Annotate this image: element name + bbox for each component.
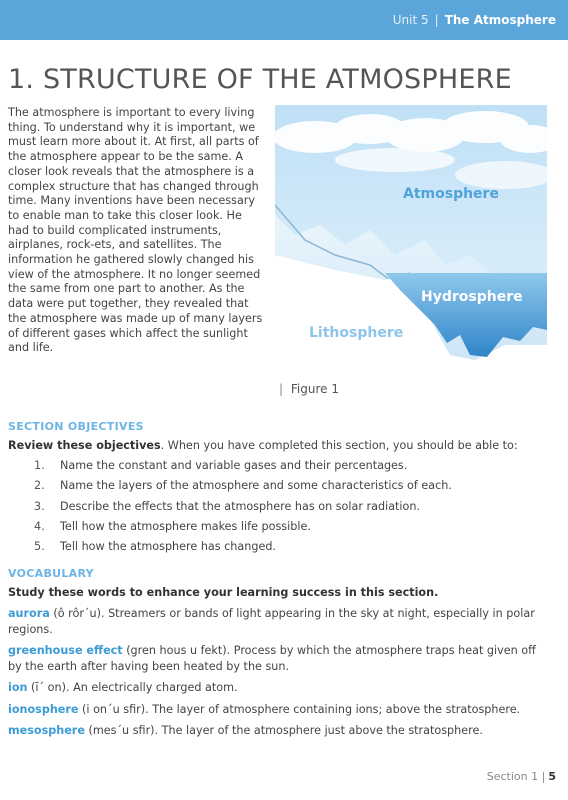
vocab-definition: (gren hous u fekt). Process by which the atmosphere traps heat given off by the earth after having been heated by the sun.	[8, 644, 536, 673]
header-separator: |	[434, 13, 439, 27]
objective-number: 2.	[34, 479, 45, 493]
vocab-term: ionosphere	[8, 702, 79, 716]
objective-text: Name the layers of the atmosphere and some characteristics of each.	[60, 479, 452, 493]
atmosphere-figure	[275, 105, 547, 373]
page-title: 1. STRUCTURE OF THE ATMOSPHERE	[8, 64, 512, 95]
intro-paragraph: The atmosphere is important to every living thing. To understand why it is important, we must learn more about it. At first, all parts of the atmosphere appear to be the same. A closer look reveals that the atmosphere is a complex structure that has changed through time. Many inventions have been necessary to enable man to take this closer look. He had to build complicated instruments, airplanes, rock-ets, and satellites. The information he gathered slowly changed his view of the atmosphere. It no longer seemed the same from one part to another. As the data were put together, they revealed that the atmosphere was made up of many layers of different gases which affect the sunlight and life.	[8, 106, 263, 355]
unit-topic: The Atmosphere	[444, 13, 556, 27]
vocab-term: greenhouse effect	[8, 644, 123, 657]
objectives-heading: SECTION OBJECTIVES	[8, 420, 144, 433]
objectives-lead	[8, 439, 518, 452]
objective-text: Name the constant and variable gases and their percentages.	[60, 459, 408, 472]
footer-section: Section 1	[486, 770, 539, 783]
objectives-list	[34, 459, 452, 560]
vocab-entry	[8, 680, 538, 696]
objective-item	[34, 479, 452, 499]
figure-label-hydrosphere: Hydrosphere	[421, 289, 523, 305]
vocab-term: mesosphere	[8, 724, 85, 737]
vocab-entry	[8, 606, 538, 637]
objectives-lead-bold: Review these objectives	[8, 439, 161, 452]
vocab-entry	[8, 643, 538, 674]
vocab-entry	[8, 723, 538, 739]
objective-number: 3.	[34, 499, 45, 513]
figure-caption	[279, 382, 339, 396]
objective-item	[34, 500, 452, 520]
objective-text: Describe the effects that the atmosphere has on solar radiation.	[60, 499, 421, 513]
objective-item	[34, 520, 452, 540]
unit-header-bar	[0, 0, 568, 40]
vocab-definition: (i on´u sfir). The layer of atmosphere containing ions; above the stratosphere.	[78, 702, 521, 716]
vocab-entry	[8, 702, 538, 718]
objective-number: 5.	[34, 540, 45, 554]
vocab-definition: (mes´u sfir). The layer of the atmosphere just above the stratosphere.	[84, 724, 483, 737]
vocab-definition: (ī´ on). An electrically charged atom.	[27, 681, 238, 694]
vocab-definition: (ô rôr´u). Streamers or bands of light appearing in the sky at night, especially in polar regions.	[8, 607, 535, 636]
objective-number: 4.	[34, 519, 45, 533]
vocabulary-list	[8, 606, 538, 745]
objectives-lead-rest: . When you have completed this section, you should be able to:	[160, 439, 518, 452]
vocab-term: aurora	[8, 607, 50, 620]
footer-separator: |	[541, 770, 546, 783]
caption-bar: |	[279, 382, 284, 396]
caption-text: Figure 1	[290, 382, 339, 396]
page-footer	[487, 770, 556, 783]
objective-item	[34, 540, 452, 560]
vocabulary-heading: VOCABULARY	[8, 567, 94, 580]
objective-item	[34, 459, 452, 479]
objective-text: Tell how the atmosphere makes life possible.	[60, 519, 311, 533]
figure-label-atmosphere: Atmosphere	[403, 186, 499, 202]
objective-number: 1.	[34, 459, 45, 472]
vocab-term: ion	[8, 681, 28, 694]
objective-text: Tell how the atmosphere has changed.	[60, 540, 276, 554]
vocabulary-lead: Study these words to enhance your learning success in this section.	[8, 586, 439, 599]
unit-label: Unit 5	[392, 13, 429, 27]
figure-label-lithosphere: Lithosphere	[309, 325, 404, 341]
page-number: 5	[548, 770, 556, 783]
